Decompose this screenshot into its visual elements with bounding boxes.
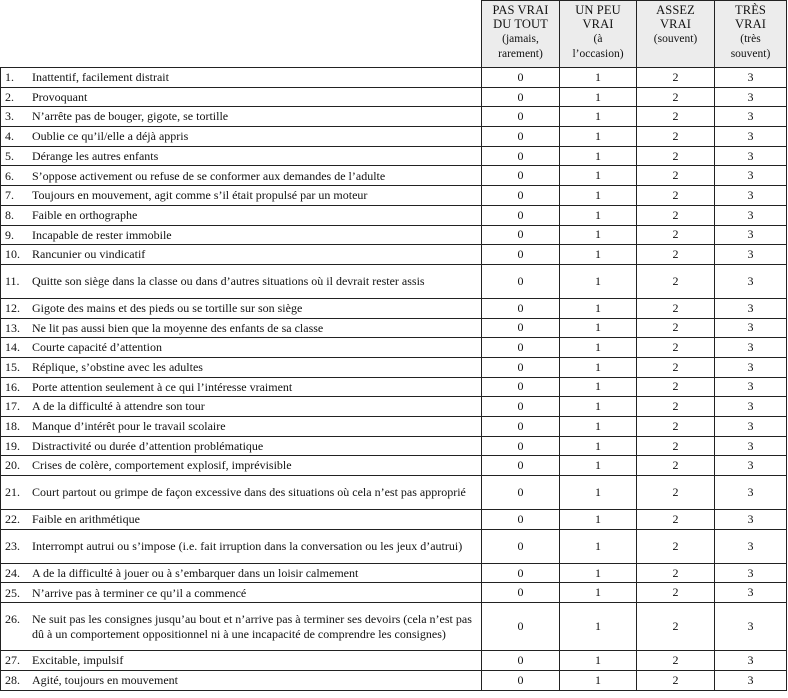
item-text: Courte capacité d’attention	[32, 340, 162, 355]
table-row	[1, 245, 787, 265]
table-row	[1, 476, 787, 510]
item-text: Interrompt autrui ou s’impose (i.e. fait irruption dans la conversation ou les jeux d’autrui)	[32, 539, 463, 553]
item-cell	[1, 166, 482, 186]
rating-option-1[interactable]: 1	[560, 563, 637, 583]
rating-option-2[interactable]: 2	[637, 377, 715, 397]
rating-option-3[interactable]: 3	[715, 456, 787, 476]
item-text: Ne suit pas les consignes jusqu’au bout et n’arrive pas à terminer ses devoirs (cela n’est pas dû à un comportement oppositionnel ni à une incapacité de comprendre les consignes)	[32, 612, 472, 641]
item-text: N’arrête pas de bouger, gigote, se tortille	[32, 109, 229, 124]
rating-option-1[interactable]: 1	[560, 510, 637, 530]
item-text: Distractivité ou durée d’attention problématique	[32, 438, 264, 453]
rating-option-2[interactable]: 2	[637, 603, 715, 651]
item-text: Incapable de rester immobile	[32, 227, 172, 242]
table-row	[1, 397, 787, 417]
rating-option-0[interactable]: 0	[482, 603, 560, 651]
item-text: Porte attention seulement à ce qui l’intéresse vraiment	[32, 379, 293, 394]
table-row	[1, 563, 787, 583]
header-main-line: VRAI	[660, 17, 691, 31]
rating-option-2[interactable]: 2	[637, 338, 715, 358]
table-row	[1, 264, 787, 298]
rating-option-0[interactable]: 0	[482, 245, 560, 265]
rating-option-2[interactable]: 2	[637, 166, 715, 186]
rating-option-1[interactable]: 1	[560, 417, 637, 437]
item-text: A de la difficulté à jouer ou à s’embarquer dans un loisir calmement	[32, 565, 359, 580]
item-text: S’oppose activement ou refuse de se conformer aux demandes de l’adulte	[32, 168, 386, 183]
item-cell	[1, 318, 482, 338]
item-number: 8.	[5, 207, 14, 222]
item-text: Provoquant	[32, 89, 88, 104]
rating-option-1[interactable]: 1	[560, 186, 637, 206]
rating-option-0[interactable]: 0	[482, 397, 560, 417]
rating-option-0[interactable]: 0	[482, 510, 560, 530]
rating-option-1[interactable]: 1	[560, 651, 637, 671]
header-un-peu-vrai	[560, 1, 637, 68]
table-header	[1, 1, 787, 68]
rating-option-0[interactable]: 0	[482, 225, 560, 245]
rating-option-3[interactable]: 3	[715, 476, 787, 510]
item-text: Ne lit pas aussi bien que la moyenne des enfants de sa classe	[32, 320, 324, 335]
header-tres-vrai	[715, 1, 787, 68]
item-number: 28.	[5, 672, 20, 687]
header-sub-line: souvent)	[730, 48, 771, 60]
item-number: 23.	[5, 539, 20, 553]
rating-option-0[interactable]: 0	[482, 583, 560, 603]
rating-option-3[interactable]: 3	[715, 603, 787, 651]
rating-option-0[interactable]: 0	[482, 68, 560, 88]
rating-option-1[interactable]: 1	[560, 670, 637, 690]
table-row	[1, 166, 787, 186]
item-number: 16.	[5, 379, 20, 394]
header-main-line: PAS VRAI	[492, 3, 549, 17]
header-main-line: TRÈS	[735, 3, 766, 17]
rating-option-1[interactable]: 1	[560, 166, 637, 186]
item-number: 20.	[5, 458, 20, 473]
items-body	[1, 68, 787, 691]
rating-option-0[interactable]: 0	[482, 264, 560, 298]
rating-option-0[interactable]: 0	[482, 127, 560, 147]
item-cell	[1, 377, 482, 397]
item-cell	[1, 583, 482, 603]
table-row	[1, 357, 787, 377]
item-cell	[1, 127, 482, 147]
item-number: 15.	[5, 360, 20, 375]
rating-option-0[interactable]: 0	[482, 338, 560, 358]
rating-option-1[interactable]: 1	[560, 583, 637, 603]
item-text: Faible en arithmétique	[32, 512, 140, 527]
rating-option-3[interactable]: 3	[715, 186, 787, 206]
rating-option-1[interactable]: 1	[560, 318, 637, 338]
rating-option-1[interactable]: 1	[560, 146, 637, 166]
item-cell	[1, 529, 482, 563]
item-number: 19.	[5, 438, 20, 453]
header-sub-line: rarement)	[498, 48, 543, 60]
item-number: 18.	[5, 419, 20, 434]
rating-option-1[interactable]: 1	[560, 68, 637, 88]
rating-option-3[interactable]: 3	[715, 225, 787, 245]
item-text: Excitable, impulsif	[32, 653, 124, 668]
rating-option-2[interactable]: 2	[637, 563, 715, 583]
item-number: 5.	[5, 148, 14, 163]
rating-option-3[interactable]: 3	[715, 583, 787, 603]
item-text: Gigote des mains et des pieds ou se tortille sur son siège	[32, 300, 303, 315]
rating-option-1[interactable]: 1	[560, 205, 637, 225]
rating-option-3[interactable]: 3	[715, 510, 787, 530]
rating-option-3[interactable]: 3	[715, 397, 787, 417]
rating-option-0[interactable]: 0	[482, 166, 560, 186]
rating-option-2[interactable]: 2	[637, 357, 715, 377]
table-row	[1, 225, 787, 245]
header-sub-line: (jamais,	[502, 33, 539, 45]
header-pas-vrai-du-tout	[482, 1, 560, 68]
rating-option-2[interactable]: 2	[637, 318, 715, 338]
rating-option-1[interactable]: 1	[560, 456, 637, 476]
rating-option-0[interactable]: 0	[482, 377, 560, 397]
rating-option-0[interactable]: 0	[482, 87, 560, 107]
rating-option-0[interactable]: 0	[482, 670, 560, 690]
item-number: 7.	[5, 188, 14, 203]
rating-option-3[interactable]: 3	[715, 298, 787, 318]
rating-option-3[interactable]: 3	[715, 107, 787, 127]
item-cell	[1, 357, 482, 377]
rating-option-1[interactable]: 1	[560, 436, 637, 456]
rating-option-3[interactable]: 3	[715, 127, 787, 147]
item-cell	[1, 563, 482, 583]
header-sub-line: (à	[593, 33, 603, 45]
item-number: 4.	[5, 129, 14, 144]
table-row	[1, 186, 787, 206]
header-main-line: ASSEZ	[656, 3, 695, 17]
header-main-line: UN PEU	[575, 3, 621, 17]
rating-option-0[interactable]: 0	[482, 476, 560, 510]
item-cell	[1, 510, 482, 530]
item-number: 21.	[5, 485, 20, 500]
item-number: 17.	[5, 399, 20, 414]
rating-option-3[interactable]: 3	[715, 205, 787, 225]
item-cell	[1, 225, 482, 245]
item-number: 22.	[5, 512, 20, 527]
rating-option-2[interactable]: 2	[637, 205, 715, 225]
header-assez-vrai	[637, 1, 715, 68]
rating-option-3[interactable]: 3	[715, 68, 787, 88]
rating-option-2[interactable]: 2	[637, 510, 715, 530]
rating-option-2[interactable]: 2	[637, 127, 715, 147]
table-row	[1, 205, 787, 225]
item-number: 27.	[5, 653, 20, 668]
item-cell	[1, 651, 482, 671]
item-cell	[1, 456, 482, 476]
rating-option-1[interactable]: 1	[560, 107, 637, 127]
rating-option-0[interactable]: 0	[482, 456, 560, 476]
item-text: Réplique, s’obstine avec les adultes	[32, 360, 203, 375]
rating-option-0[interactable]: 0	[482, 436, 560, 456]
rating-option-3[interactable]: 3	[715, 338, 787, 358]
rating-option-2[interactable]: 2	[637, 397, 715, 417]
item-cell	[1, 298, 482, 318]
item-number: 3.	[5, 109, 14, 124]
item-number: 11.	[5, 274, 20, 289]
table-row	[1, 87, 787, 107]
item-cell	[1, 338, 482, 358]
item-cell	[1, 87, 482, 107]
rating-option-0[interactable]: 0	[482, 651, 560, 671]
table-row	[1, 338, 787, 358]
rating-option-0[interactable]: 0	[482, 417, 560, 437]
item-text: Toujours en mouvement, agit comme s’il était propulsé par un moteur	[32, 188, 368, 203]
rating-option-1[interactable]: 1	[560, 245, 637, 265]
rating-option-2[interactable]: 2	[637, 225, 715, 245]
item-text: Faible en orthographe	[32, 207, 138, 222]
item-cell	[1, 436, 482, 456]
rating-option-0[interactable]: 0	[482, 529, 560, 563]
item-cell	[1, 68, 482, 88]
rating-option-0[interactable]: 0	[482, 318, 560, 338]
rating-option-0[interactable]: 0	[482, 298, 560, 318]
rating-option-3[interactable]: 3	[715, 264, 787, 298]
header-sub-line: (très	[740, 33, 761, 45]
table-row	[1, 146, 787, 166]
item-text: A de la difficulté à attendre son tour	[32, 399, 205, 414]
item-cell	[1, 397, 482, 417]
item-number: 26.	[5, 612, 20, 627]
rating-option-3[interactable]: 3	[715, 87, 787, 107]
table-row	[1, 417, 787, 437]
rating-option-1[interactable]: 1	[560, 225, 637, 245]
table-row	[1, 318, 787, 338]
table-row	[1, 107, 787, 127]
table-row	[1, 436, 787, 456]
rating-option-2[interactable]: 2	[637, 583, 715, 603]
item-number: 1.	[5, 70, 14, 85]
item-number: 24.	[5, 565, 20, 580]
rating-option-2[interactable]: 2	[637, 529, 715, 563]
item-text: Dérange les autres enfants	[32, 148, 159, 163]
rating-option-2[interactable]: 2	[637, 476, 715, 510]
rating-option-1[interactable]: 1	[560, 298, 637, 318]
item-text: Oublie ce qu’il/elle a déjà appris	[32, 129, 189, 144]
item-text: N’arrive pas à terminer ce qu’il a commencé	[32, 585, 247, 600]
rating-option-1[interactable]: 1	[560, 377, 637, 397]
table-row	[1, 583, 787, 603]
item-number: 25.	[5, 585, 20, 600]
rating-option-2[interactable]: 2	[637, 436, 715, 456]
table-row	[1, 127, 787, 147]
rating-option-1[interactable]: 1	[560, 264, 637, 298]
rating-option-2[interactable]: 2	[637, 107, 715, 127]
rating-option-2[interactable]: 2	[637, 68, 715, 88]
rating-option-1[interactable]: 1	[560, 476, 637, 510]
table-row	[1, 68, 787, 88]
table-row	[1, 651, 787, 671]
header-main-line: DU TOUT	[493, 17, 548, 31]
rating-option-2[interactable]: 2	[637, 245, 715, 265]
rating-option-2[interactable]: 2	[637, 146, 715, 166]
item-text: Rancunier ou vindicatif	[32, 247, 146, 262]
item-cell	[1, 603, 482, 651]
table-row	[1, 603, 787, 651]
rating-option-3[interactable]: 3	[715, 436, 787, 456]
table-row	[1, 670, 787, 690]
rating-option-0[interactable]: 0	[482, 107, 560, 127]
rating-option-0[interactable]: 0	[482, 186, 560, 206]
rating-option-3[interactable]: 3	[715, 670, 787, 690]
item-cell	[1, 670, 482, 690]
item-number: 10.	[5, 247, 20, 262]
item-text: Agité, toujours en mouvement	[32, 672, 178, 687]
rating-option-2[interactable]: 2	[637, 670, 715, 690]
item-cell	[1, 417, 482, 437]
table-row	[1, 377, 787, 397]
item-cell	[1, 107, 482, 127]
table-row	[1, 529, 787, 563]
rating-option-1[interactable]: 1	[560, 87, 637, 107]
item-number: 9.	[5, 227, 14, 242]
rating-option-3[interactable]: 3	[715, 377, 787, 397]
header-sub-line: l’occasion)	[572, 48, 624, 60]
header-blank-cell	[1, 1, 482, 68]
rating-option-1[interactable]: 1	[560, 127, 637, 147]
header-sub-line: (souvent)	[653, 33, 698, 45]
rating-option-2[interactable]: 2	[637, 417, 715, 437]
item-text: Quitte son siège dans la classe ou dans d’autres situations où il devrait rester assis	[32, 274, 425, 289]
item-cell	[1, 245, 482, 265]
item-text: Court partout ou grimpe de façon excessive dans des situations où cela n’est pas approprié	[32, 485, 466, 500]
item-cell	[1, 146, 482, 166]
rating-option-3[interactable]: 3	[715, 357, 787, 377]
item-text: Inattentif, facilement distrait	[32, 70, 169, 85]
rating-option-0[interactable]: 0	[482, 205, 560, 225]
rating-option-2[interactable]: 2	[637, 298, 715, 318]
table-row	[1, 456, 787, 476]
rating-option-2[interactable]: 2	[637, 264, 715, 298]
rating-option-0[interactable]: 0	[482, 357, 560, 377]
header-main-line: VRAI	[735, 17, 766, 31]
rating-option-2[interactable]: 2	[637, 456, 715, 476]
table-row	[1, 298, 787, 318]
item-text: Crises de colère, comportement explosif, imprévisible	[32, 458, 292, 473]
item-cell	[1, 186, 482, 206]
rating-option-3[interactable]: 3	[715, 529, 787, 563]
rating-option-1[interactable]: 1	[560, 603, 637, 651]
rating-option-3[interactable]: 3	[715, 417, 787, 437]
header-main-line: VRAI	[582, 17, 614, 31]
rating-option-3[interactable]: 3	[715, 166, 787, 186]
item-number: 14.	[5, 340, 20, 355]
rating-option-3[interactable]: 3	[715, 245, 787, 265]
item-number: 12.	[5, 300, 20, 315]
rating-option-3[interactable]: 3	[715, 318, 787, 338]
rating-option-2[interactable]: 2	[637, 651, 715, 671]
item-cell	[1, 264, 482, 298]
rating-option-1[interactable]: 1	[560, 529, 637, 563]
item-cell	[1, 476, 482, 510]
rating-option-2[interactable]: 2	[637, 186, 715, 206]
item-number: 2.	[5, 89, 14, 104]
rating-option-3[interactable]: 3	[715, 563, 787, 583]
item-text: Manque d’intérêt pour le travail scolaire	[32, 419, 226, 434]
rating-option-1[interactable]: 1	[560, 357, 637, 377]
rating-option-1[interactable]: 1	[560, 397, 637, 417]
rating-option-3[interactable]: 3	[715, 651, 787, 671]
item-number: 13.	[5, 320, 20, 335]
rating-option-0[interactable]: 0	[482, 563, 560, 583]
rating-option-1[interactable]: 1	[560, 338, 637, 358]
rating-option-0[interactable]: 0	[482, 146, 560, 166]
table-row	[1, 510, 787, 530]
item-cell	[1, 205, 482, 225]
rating-option-2[interactable]: 2	[637, 87, 715, 107]
item-number: 6.	[5, 168, 14, 183]
rating-option-3[interactable]: 3	[715, 146, 787, 166]
